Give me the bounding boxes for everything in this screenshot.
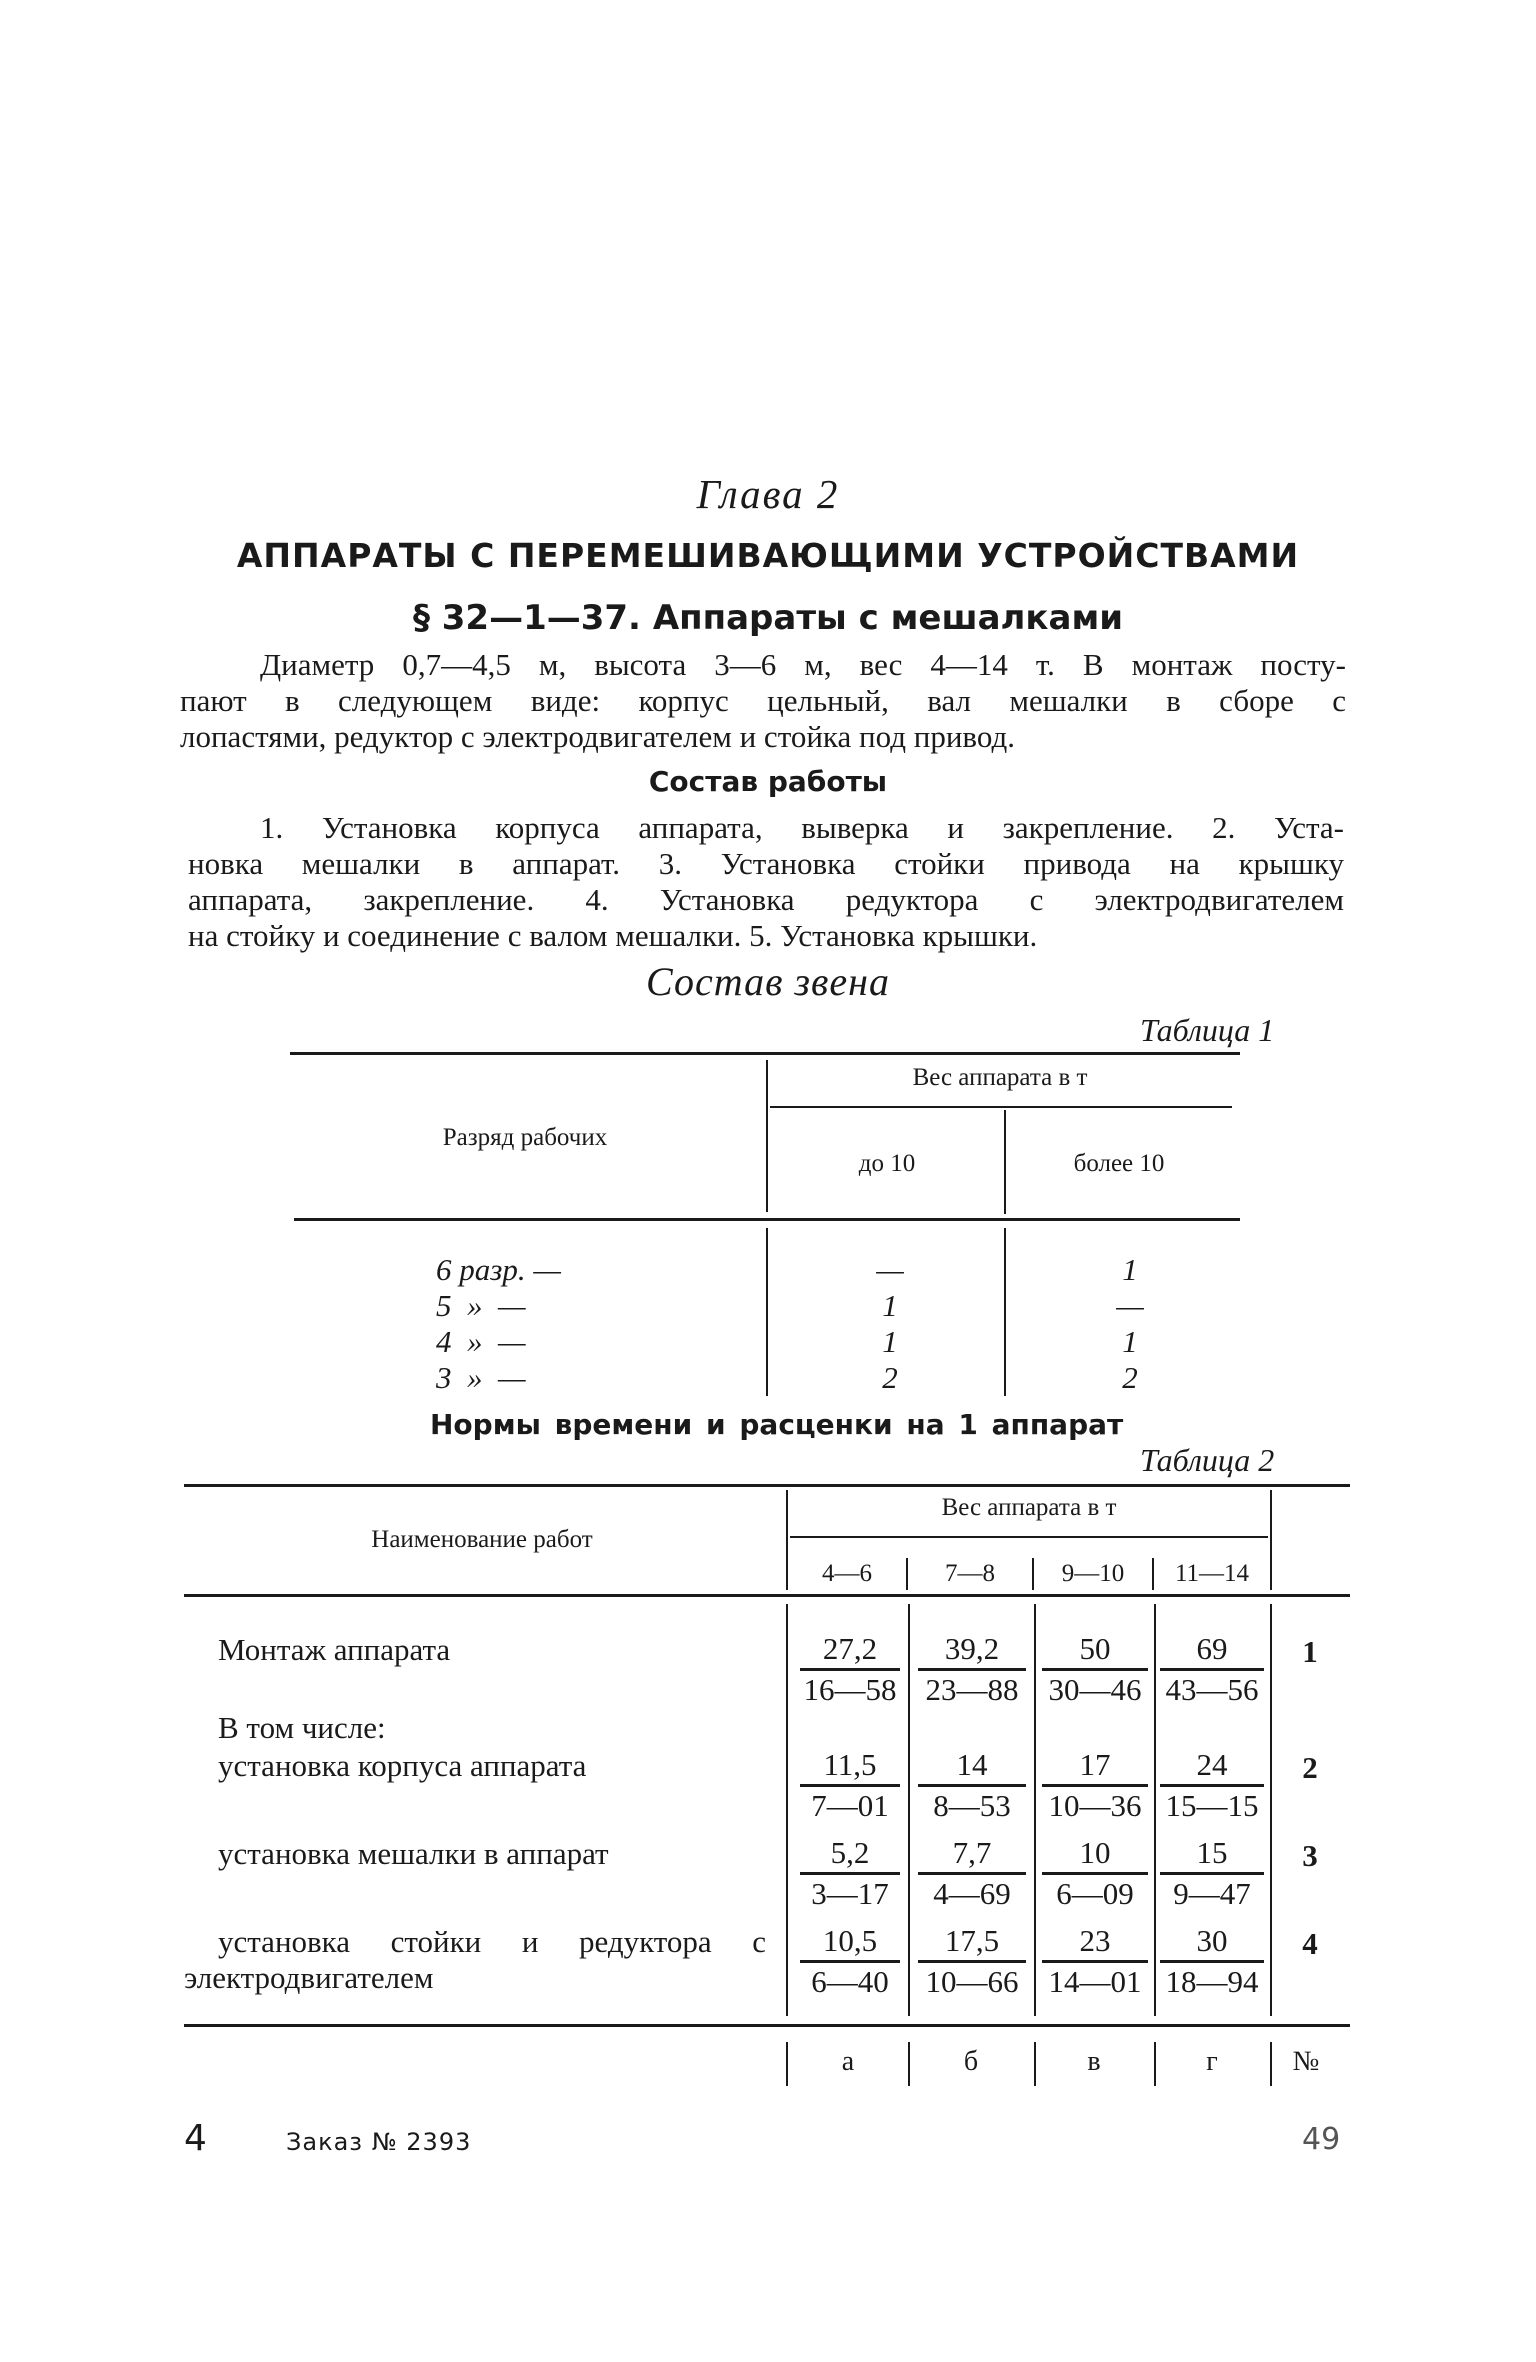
table2-vline: [1270, 1604, 1272, 2016]
rate: 7—01: [800, 1784, 900, 1825]
table2-cell: [800, 1834, 900, 1913]
work-line: 1. Установка корпуса аппарата, выверка и закрепление. 2. Уста-: [260, 810, 1344, 845]
table2-column-letter: г: [1206, 2046, 1218, 2077]
rate: 23—88: [918, 1668, 1026, 1709]
table2-cell: [1160, 1834, 1264, 1913]
table1-rank: 6 разр. —: [436, 1252, 561, 1287]
table1-top-rule: [290, 1052, 1240, 1055]
norm-time: 50: [1079, 1631, 1111, 1666]
table2-cell: [1042, 1746, 1148, 1825]
rate: 9—47: [1160, 1872, 1264, 1913]
norm-time: 14: [956, 1747, 988, 1782]
table1-cell: 1: [1122, 1324, 1138, 1359]
intro-line: Диаметр 0,7—4,5 м, высота 3—6 м, вес 4—14 т. В монтаж посту-: [260, 647, 1346, 682]
table2-cell: [1042, 1834, 1148, 1913]
page-number: 49: [1302, 2122, 1341, 2157]
norm-time: 7,7: [952, 1835, 992, 1870]
table1-rank: 3 » —: [436, 1360, 526, 1395]
rate: 10—66: [918, 1960, 1026, 2001]
table1-cell: 1: [882, 1324, 898, 1359]
table2-column-letter: а: [841, 2046, 855, 2077]
rate: 18—94: [1160, 1960, 1264, 2001]
table2-subcol: 9—10: [1061, 1560, 1125, 1587]
printing-order: Заказ № 2393: [286, 2128, 472, 2156]
table2-cell: [1160, 1630, 1264, 1709]
norm-time: 17,5: [944, 1923, 1000, 1958]
table2-cell: [918, 1922, 1026, 2001]
table2-cell: [918, 1834, 1026, 1913]
table2-top-rule: [184, 1484, 1350, 1487]
table2-row-name: установка стойки и редуктора с: [218, 1924, 766, 1959]
table2-row-name: Монтаж аппарата: [218, 1632, 451, 1667]
rate: 4—69: [918, 1872, 1026, 1913]
table2-subcol: 7—8: [945, 1560, 995, 1587]
rate: 6—09: [1042, 1872, 1148, 1913]
table1-vline: [766, 1060, 768, 1212]
table2-col-header: Наименование работ: [371, 1526, 593, 1553]
table1-cell: 1: [1122, 1252, 1138, 1287]
table2-cell: [800, 1630, 900, 1709]
table2-vline: [786, 1604, 788, 2016]
table1-header-rule: [294, 1218, 1240, 1221]
table2-vline: [1034, 1604, 1036, 2016]
norms-heading: Нормы времени и расценки на 1 аппарат: [430, 1408, 1124, 1441]
norm-time: 10,5: [822, 1923, 878, 1958]
norm-time: 5,2: [830, 1835, 870, 1870]
table1-cell: 2: [882, 1360, 898, 1395]
norm-time: 11,5: [823, 1747, 877, 1782]
rate: 6—40: [800, 1960, 900, 2001]
work-line: аппарата, закрепление. 4. Установка редуктора с электродвигателем: [188, 882, 1344, 917]
table2-cell: [1160, 1922, 1264, 2001]
work-line: на стойку и соединение с валом мешалки. 5. Установка крышки.: [188, 918, 1038, 953]
rate: 16—58: [800, 1668, 900, 1709]
intro-line: пают в следующем виде: корпус цельный, вал мешалки в сборе с: [180, 683, 1346, 718]
norm-time: 15: [1196, 1835, 1228, 1870]
rate: 15—15: [1160, 1784, 1264, 1825]
section-title: АППАРАТЫ С ПЕРЕМЕШИВАЮЩИМИ УСТРОЙСТВАМИ: [236, 536, 1300, 575]
table2-vline: [1270, 1490, 1272, 1590]
table2-cell: [800, 1922, 900, 2001]
table2-subcol: 11—14: [1174, 1560, 1250, 1587]
paragraph-title: § 32—1—37. Аппараты с мешалками: [412, 598, 1124, 638]
table2-cell: [800, 1746, 900, 1825]
table2-vline: [908, 1604, 910, 2016]
work-paragraph: [188, 810, 1344, 954]
table2-label: Таблица 2: [1140, 1442, 1275, 1478]
table2-row-name: В том числе:: [218, 1710, 386, 1745]
table1-vline: [766, 1228, 768, 1396]
rate: 14—01: [1042, 1960, 1148, 2001]
table1-subcol: до 10: [858, 1150, 916, 1177]
table2-vline: [1154, 1604, 1156, 2016]
chapter-label: Глава 2: [696, 471, 840, 517]
table2-vline: [1270, 2042, 1272, 2086]
norm-time: 69: [1196, 1631, 1228, 1666]
table1-rank: 4 » —: [436, 1324, 526, 1359]
table2-cell: [1042, 1922, 1148, 2001]
norm-time: 27,2: [822, 1631, 878, 1666]
norm-time: 10: [1079, 1835, 1111, 1870]
intro-paragraph: [180, 647, 1346, 755]
table2-row-name: установка корпуса аппарата: [218, 1748, 587, 1783]
table2-cell: [918, 1630, 1026, 1709]
table2-group-rule: [790, 1536, 1268, 1538]
table2-header-rule: [184, 1594, 1350, 1597]
crew-heading: Состав звена: [645, 959, 890, 1004]
table2-group-header: Вес аппарата в т: [941, 1494, 1117, 1521]
table1-cell: 2: [1122, 1360, 1138, 1395]
rate: 10—36: [1042, 1784, 1148, 1825]
table1-col-header: Разряд рабочих: [442, 1124, 608, 1151]
table1-group-rule: [770, 1106, 1232, 1108]
rate: 30—46: [1042, 1668, 1148, 1709]
norm-time: 17: [1079, 1747, 1111, 1782]
work-line: новка мешалки в аппарат. 3. Установка стойки привода на крышку: [188, 846, 1344, 881]
table2-row-name: электродвигателем: [184, 1960, 434, 1995]
work-heading: Состав работы: [648, 765, 888, 798]
table2-column-letter: в: [1087, 2046, 1101, 2077]
table1-label: Таблица 1: [1140, 1012, 1275, 1048]
norm-time: 30: [1196, 1923, 1228, 1958]
table2-row-number: 3: [1302, 1838, 1318, 1873]
table2-subcol: 4—6: [822, 1560, 872, 1587]
table2-bottom-rule: [184, 2024, 1350, 2027]
table2-row-number: 2: [1302, 1750, 1318, 1785]
rate: 8—53: [918, 1784, 1026, 1825]
table2-cell: [1160, 1746, 1264, 1825]
table2-vline: [786, 2042, 788, 2086]
norm-time: 23: [1079, 1923, 1111, 1958]
table1-vline: [1004, 1228, 1006, 1396]
table1-cell: —: [1116, 1288, 1144, 1323]
norm-time: 24: [1196, 1747, 1228, 1782]
table2-cell: [1042, 1630, 1148, 1709]
table2-row-number: 1: [1302, 1634, 1318, 1669]
table1-group-header: Вес аппарата в т: [912, 1064, 1088, 1091]
table1-cell: —: [876, 1252, 904, 1287]
table2-number-column-label: №: [1292, 2046, 1320, 2077]
table2-row-name: установка мешалки в аппарат: [218, 1836, 609, 1871]
table2-cell: [918, 1746, 1026, 1825]
table1-rank: 5 » —: [436, 1288, 526, 1323]
signature-mark: 4: [184, 2118, 207, 2159]
rate: 43—56: [1160, 1668, 1264, 1709]
norm-time: 39,2: [944, 1631, 1000, 1666]
rate: 3—17: [800, 1872, 900, 1913]
table2-column-letter: б: [963, 2046, 979, 2077]
intro-line: лопастями, редуктор с электродвигателем и стойка под привод.: [180, 719, 1015, 754]
table1-subcol: более 10: [1073, 1150, 1165, 1177]
table2-row-number: 4: [1302, 1926, 1318, 1961]
table1-cell: 1: [882, 1288, 898, 1323]
